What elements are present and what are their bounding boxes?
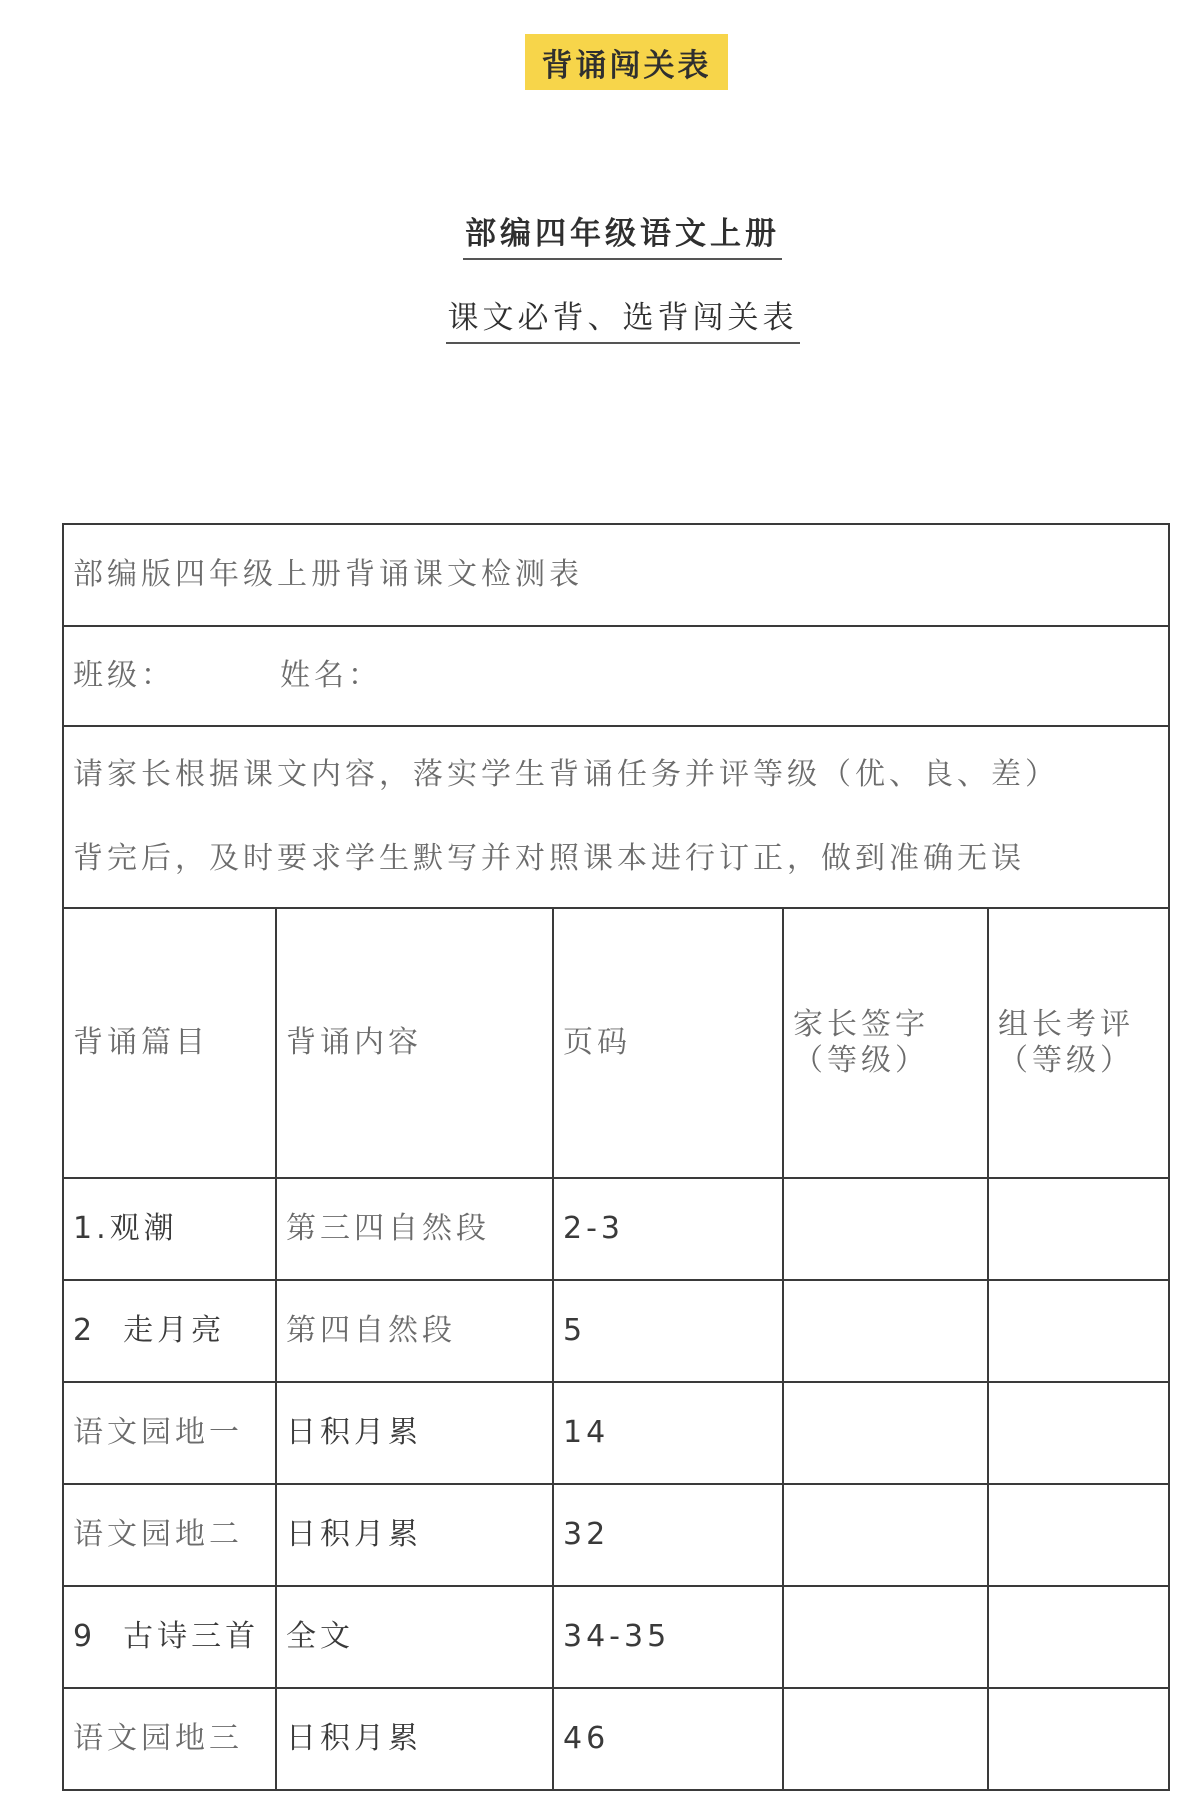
cell-parent-sign[interactable] [783,1484,988,1586]
cell-content: 日积月累 [276,1484,553,1586]
cell-leader-eval[interactable] [988,1688,1169,1790]
cell-page: 32 [553,1484,783,1586]
class-name-row [63,626,1169,726]
document-title-line2: 课文必背、选背闯关表 [446,292,800,344]
cell-item: 9 古诗三首 [63,1586,276,1688]
cell-item: 2 走月亮 [63,1280,276,1382]
cell-item: 语文园地三 [63,1688,276,1790]
document-title-line1: 部编四年级语文上册 [463,208,782,260]
cell-item: 语文园地二 [63,1484,276,1586]
cell-item: 1.观潮 [63,1178,276,1280]
table-title-row [63,524,1169,626]
cell-content: 日积月累 [276,1382,553,1484]
table-row [63,1382,1169,1484]
table-title: 部编版四年级上册背诵课文检测表 [63,524,1169,626]
cell-leader-eval[interactable] [988,1178,1169,1280]
recitation-check-table [62,523,1170,1791]
page-badge: 背诵闯关表 [525,34,728,90]
cell-parent-sign[interactable] [783,1178,988,1280]
header-leader-eval-label: 组长考评 [998,1007,1134,1042]
header-parent-sign [783,908,988,1178]
name-label: 姓名： [280,658,382,693]
header-parent-sign-label: 家长签字 [793,1007,929,1042]
cell-parent-sign[interactable] [783,1688,988,1790]
cell-parent-sign[interactable] [783,1586,988,1688]
table-row [63,1688,1169,1790]
cell-page: 2-3 [553,1178,783,1280]
cell-content: 全文 [276,1586,553,1688]
header-leader-eval-grade: （等级） [998,1043,1134,1078]
instruction-line: 请家长根据课文内容，落实学生背诵任务并评等级（优、良、差） [73,757,1059,792]
cell-content: 第四自然段 [276,1280,553,1382]
header-content: 背诵内容 [276,908,553,1178]
header-item: 背诵篇目 [63,908,276,1178]
cell-page: 14 [553,1382,783,1484]
cell-content: 第三四自然段 [276,1178,553,1280]
cell-leader-eval[interactable] [988,1382,1169,1484]
cell-leader-eval[interactable] [988,1484,1169,1586]
header-page: 页码 [553,908,783,1178]
table-row [63,1280,1169,1382]
cell-page: 34-35 [553,1586,783,1688]
class-name-cell [63,626,1169,726]
document-subtitle [0,292,1200,344]
table-row [63,1586,1169,1688]
class-label: 班级： [73,658,175,693]
cell-item: 语文园地一 [63,1382,276,1484]
cell-parent-sign[interactable] [783,1382,988,1484]
instruction-line: 背完后，及时要求学生默写并对照课本进行订正，做到准确无误 [73,841,1025,876]
table-row [63,1178,1169,1280]
cell-leader-eval[interactable] [988,1280,1169,1382]
cell-leader-eval[interactable] [988,1586,1169,1688]
instructions-row [63,726,1169,908]
header-leader-eval [988,908,1169,1178]
table-header-row [63,908,1169,1178]
instructions-cell [63,726,1169,908]
header-parent-sign-grade: （等级） [793,1043,929,1078]
table-row [63,1484,1169,1586]
cell-page: 5 [553,1280,783,1382]
cell-page: 46 [553,1688,783,1790]
cell-parent-sign[interactable] [783,1280,988,1382]
cell-content: 日积月累 [276,1688,553,1790]
document-title [0,208,1200,260]
